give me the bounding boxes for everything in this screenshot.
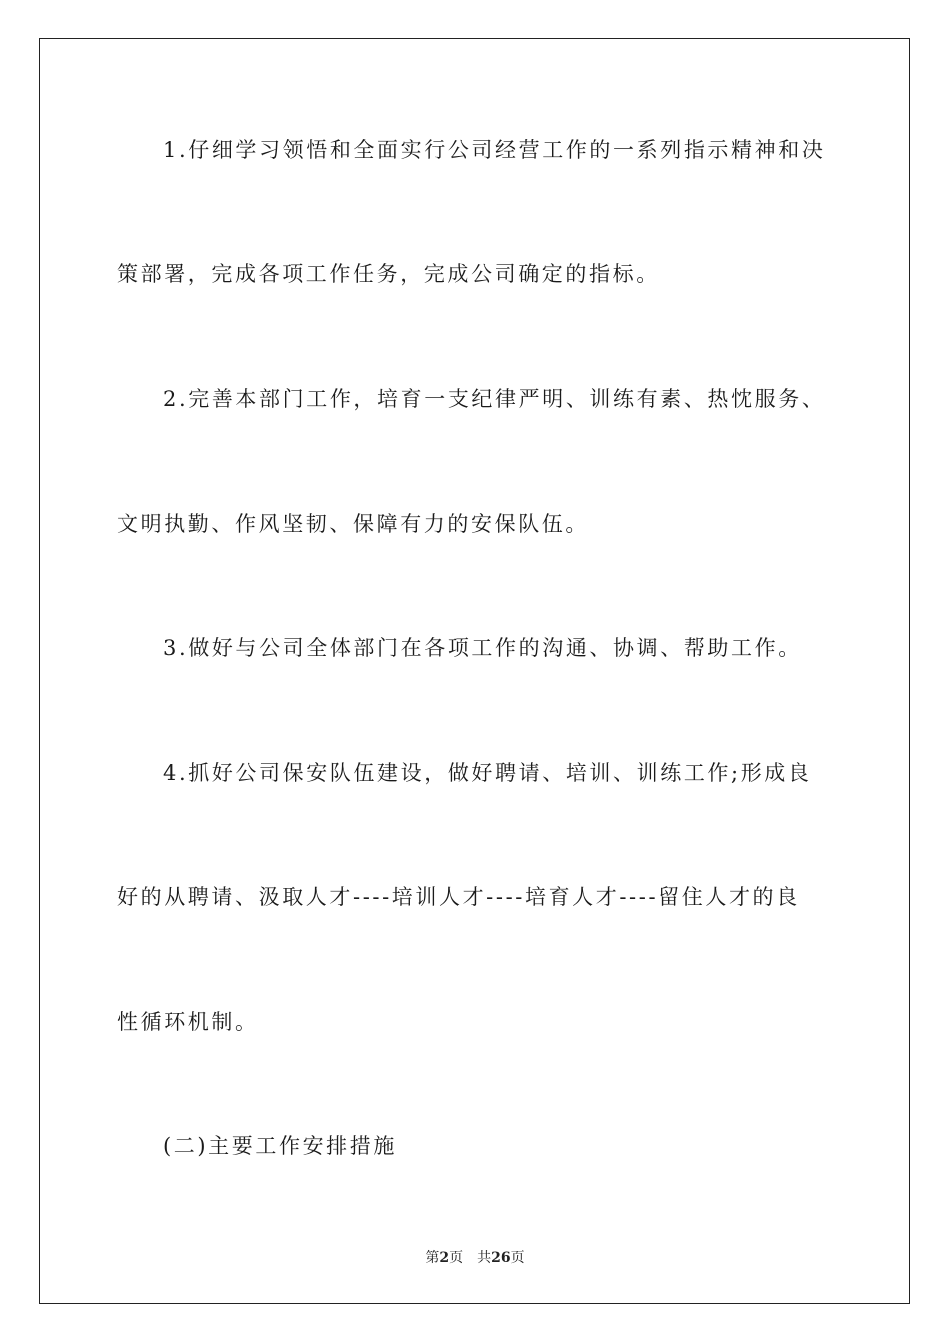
total-prefix: 共 (477, 1250, 492, 1266)
paragraph-line: 1.仔细学习领悟和全面实行公司经营工作的一系列指示精神和决 (163, 138, 826, 162)
page-border (39, 38, 910, 1304)
total-suffix: 页 (510, 1250, 525, 1266)
paragraph-line: 策部署，完成各项工作任务，完成公司确定的指标。 (117, 262, 660, 286)
paragraph-line: 2.完善本部门工作，培育一支纪律严明、训练有素、热忱服务、 (163, 387, 826, 411)
paragraph-line: 3.做好与公司全体部门在各项工作的沟通、协调、帮助工作。 (163, 636, 802, 660)
paragraph-line: 文明执勤、作风坚韧、保障有力的安保队伍。 (117, 512, 589, 536)
section-heading: (二)主要工作安排措施 (163, 1134, 397, 1158)
paragraph-line: 4.抓好公司保安队伍建设，做好聘请、培训、训练工作;形成良 (163, 761, 812, 785)
page-prefix: 第 (425, 1250, 440, 1266)
page-suffix: 页 (449, 1250, 464, 1266)
paragraph-line: 好的从聘请、汲取人才----培训人才----培育人才----留住人才的良 (117, 885, 800, 909)
page-footer (0, 1249, 950, 1267)
paragraph-line: 性循环机制。 (117, 1010, 259, 1034)
total-page-count: 26 (491, 1250, 511, 1266)
current-page-number: 2 (439, 1250, 450, 1266)
